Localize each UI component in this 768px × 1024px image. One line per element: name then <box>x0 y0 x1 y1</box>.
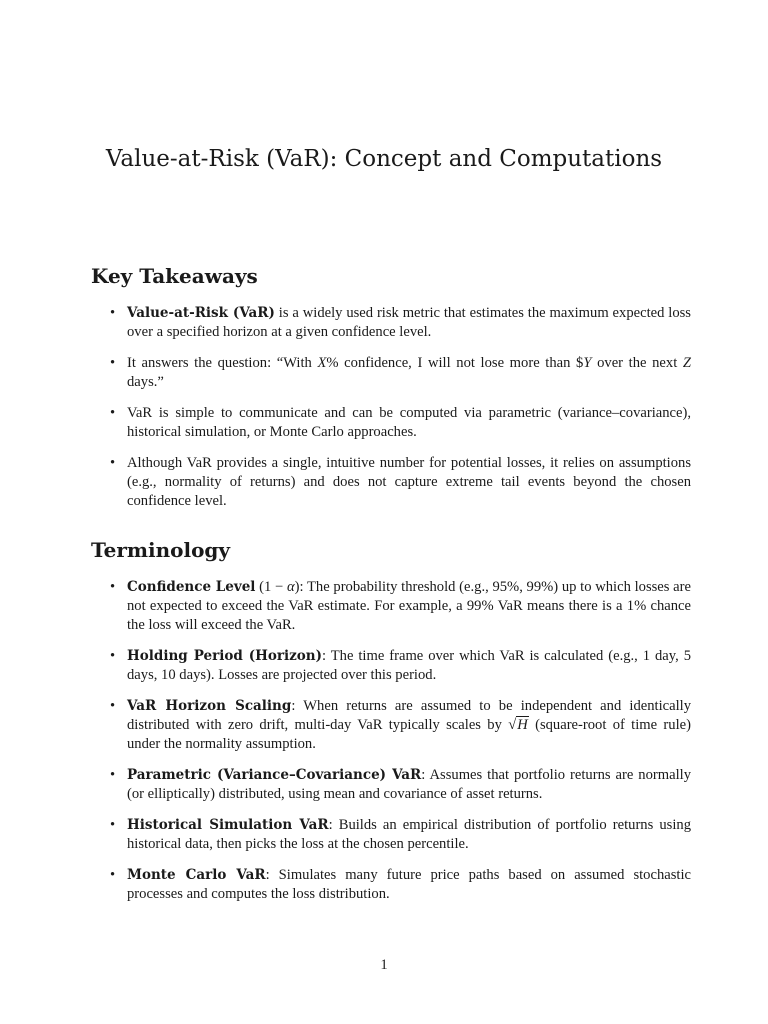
item-text: : When returns are assumed to be independent and identically distributed with zero drift, multi-day VaR typically scales by <box>127 698 692 733</box>
bullet: • <box>110 867 116 883</box>
list-item <box>91 354 691 392</box>
list-item <box>91 578 691 635</box>
bullet: • <box>110 305 116 321</box>
item-text: : Simulates many future price paths based on assumed stochastic processes and computes the loss distribution. <box>127 867 691 902</box>
section-heading-key-takeaways: Key Takeaways <box>91 264 258 288</box>
item-text: is a widely used risk metric that estimates the maximum expected loss over a specified horizon at a given confidence level. <box>127 305 691 340</box>
item-text: : The time frame over which VaR is calculated (e.g., 1 day, 5 days, 10 days). Losses are projected over this period. <box>127 648 691 683</box>
bullet: • <box>110 455 116 471</box>
list-item <box>91 866 691 904</box>
item-text: over the next <box>591 355 683 371</box>
list-item <box>91 454 691 511</box>
bullet: • <box>110 405 116 421</box>
list-item <box>91 304 691 342</box>
terminology-list <box>91 578 691 916</box>
term-label: Parametric (Variance–Covariance) VaR <box>127 767 422 783</box>
list-item <box>91 697 691 754</box>
term-label: Value-at-Risk (VaR) <box>127 305 275 321</box>
item-text: Although VaR provides a single, intuitive number for potential losses, it relies on assumptions (e.g., normality of returns) and does not capture extreme tail events beyond the chosen confidence level. <box>127 455 691 509</box>
math-text: ) <box>294 579 300 595</box>
math-variable: H <box>517 717 528 733</box>
key-takeaways-list <box>91 304 691 523</box>
term-label: Confidence Level <box>127 579 256 595</box>
page-number: 1 <box>380 957 388 973</box>
item-text: It answers the question: “With <box>127 355 318 371</box>
item-text: (square-root of time rule) under the normality assumption. <box>127 717 691 752</box>
bullet: • <box>110 767 116 783</box>
item-text: : The probability threshold (e.g., 95%, 99%) up to which losses are not expected to exceed the VaR estimate. For example, a 99% VaR means there is a 1% chance the loss will exceed the VaR. <box>127 579 691 633</box>
bullet: • <box>110 817 116 833</box>
term-label: Monte Carlo VaR <box>127 867 266 883</box>
list-item <box>91 404 691 442</box>
square-root-sign: √ <box>508 717 517 733</box>
item-text: : Builds an empirical distribution of portfolio returns using historical data, then picks the loss at the chosen percentile. <box>127 817 691 852</box>
term-label: Historical Simulation VaR <box>127 817 329 833</box>
bullet: • <box>110 648 116 664</box>
item-text: % confidence, I will not lose more than $ <box>326 355 584 371</box>
math-variable: X <box>317 355 327 371</box>
item-text: : Assumes that portfolio returns are normally (or elliptically) distributed, using mean and covariance of asset returns. <box>127 767 691 802</box>
math-variable: Y <box>583 355 592 371</box>
item-text: VaR is simple to communicate and can be computed via parametric (variance–covariance), historical simulation, or Monte Carlo approaches. <box>127 405 691 440</box>
page-title: Value-at-Risk (VaR): Concept and Computations <box>105 146 663 172</box>
math-text: (1 − <box>255 579 287 595</box>
item-text: days.” <box>127 374 164 390</box>
list-item <box>91 816 691 854</box>
bullet: • <box>110 579 116 595</box>
list-item <box>91 647 691 685</box>
bullet: • <box>110 355 116 371</box>
math-variable: α <box>286 579 295 595</box>
list-item <box>91 766 691 804</box>
term-label: Holding Period (Horizon) <box>127 648 323 664</box>
bullet: • <box>110 698 116 714</box>
math-variable: Z <box>682 355 692 371</box>
term-label: VaR Horizon Scaling <box>127 698 292 714</box>
section-heading-terminology: Terminology <box>91 538 231 562</box>
